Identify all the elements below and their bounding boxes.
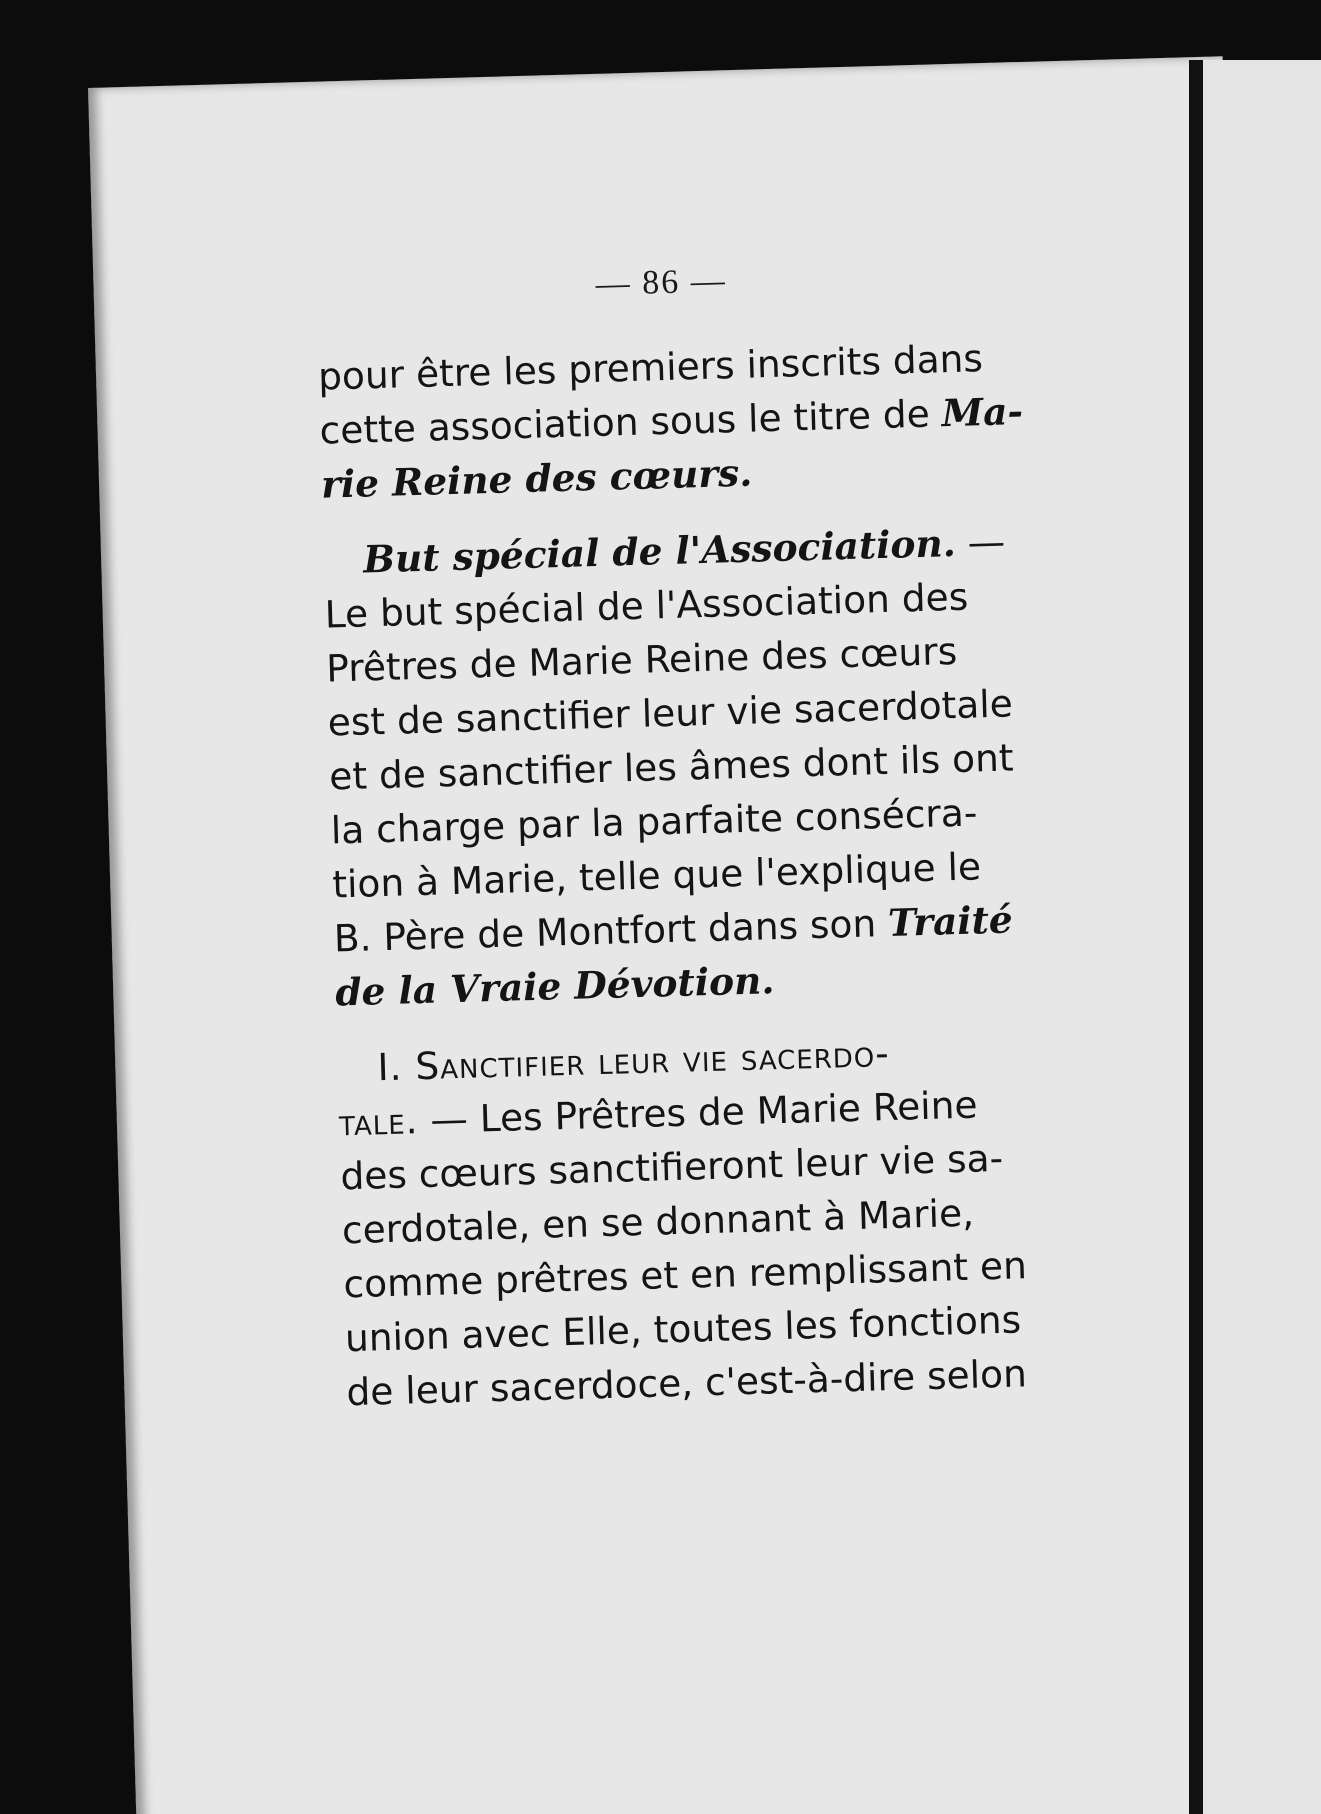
heading-italic: But spécial de l'Association.: [362, 520, 957, 582]
italic-line: rie Reine des cœurs.: [320, 450, 753, 507]
paragraph-1: [317, 332, 1024, 512]
text-line: et de sanctifier les âmes dont ils ont: [328, 735, 1015, 799]
body-text: [317, 332, 1028, 1420]
page-sheet: [88, 56, 1278, 1814]
text-line: tion à Marie, telle que l'explique le: [331, 844, 982, 907]
text-run: B. Père de Montfort dans son: [333, 900, 889, 961]
text-line: Prêtres de Marie Reine des cœurs: [325, 628, 958, 691]
text-line: pour être les premiers inscrits dans: [317, 336, 984, 399]
text-line: comme prêtres et en remplissant en: [342, 1243, 1028, 1307]
small-caps-heading: I. Sanctifier leur vie sacerdo-: [376, 1031, 891, 1090]
text-line: cerdotale, en se donnant à Marie,: [341, 1190, 975, 1253]
text-line: Le but spécial de l'Association des: [324, 574, 969, 637]
paragraph-3: [337, 1023, 1028, 1419]
text-line: la charge par la parfaite consécra-: [330, 790, 978, 853]
paragraph-2: [323, 515, 1015, 1019]
italic-line: de la Vraie Dévotion.: [334, 958, 775, 1015]
adjacent-page-edge: [1189, 60, 1321, 1814]
italic-run: Ma-: [940, 389, 1024, 436]
heading-dash: —: [955, 519, 1006, 565]
text-line: union avec Elle, toutes les fonctions: [344, 1297, 1022, 1361]
small-caps-run: tale.: [338, 1098, 420, 1145]
italic-run: Traité: [887, 897, 1014, 945]
text-line: de leur sacerdoce, c'est-à-dire selon: [345, 1351, 1028, 1415]
text-run: cette association sous le titre de: [319, 391, 943, 453]
text-line: est de sanctifier leur vie sacerdotale: [327, 681, 1014, 745]
text-line: des cœurs sanctifieront leur vie sa-: [339, 1135, 1004, 1199]
text-run: — Les Prêtres de Marie Reine: [417, 1082, 979, 1143]
page-number: — 86 —: [595, 262, 728, 303]
